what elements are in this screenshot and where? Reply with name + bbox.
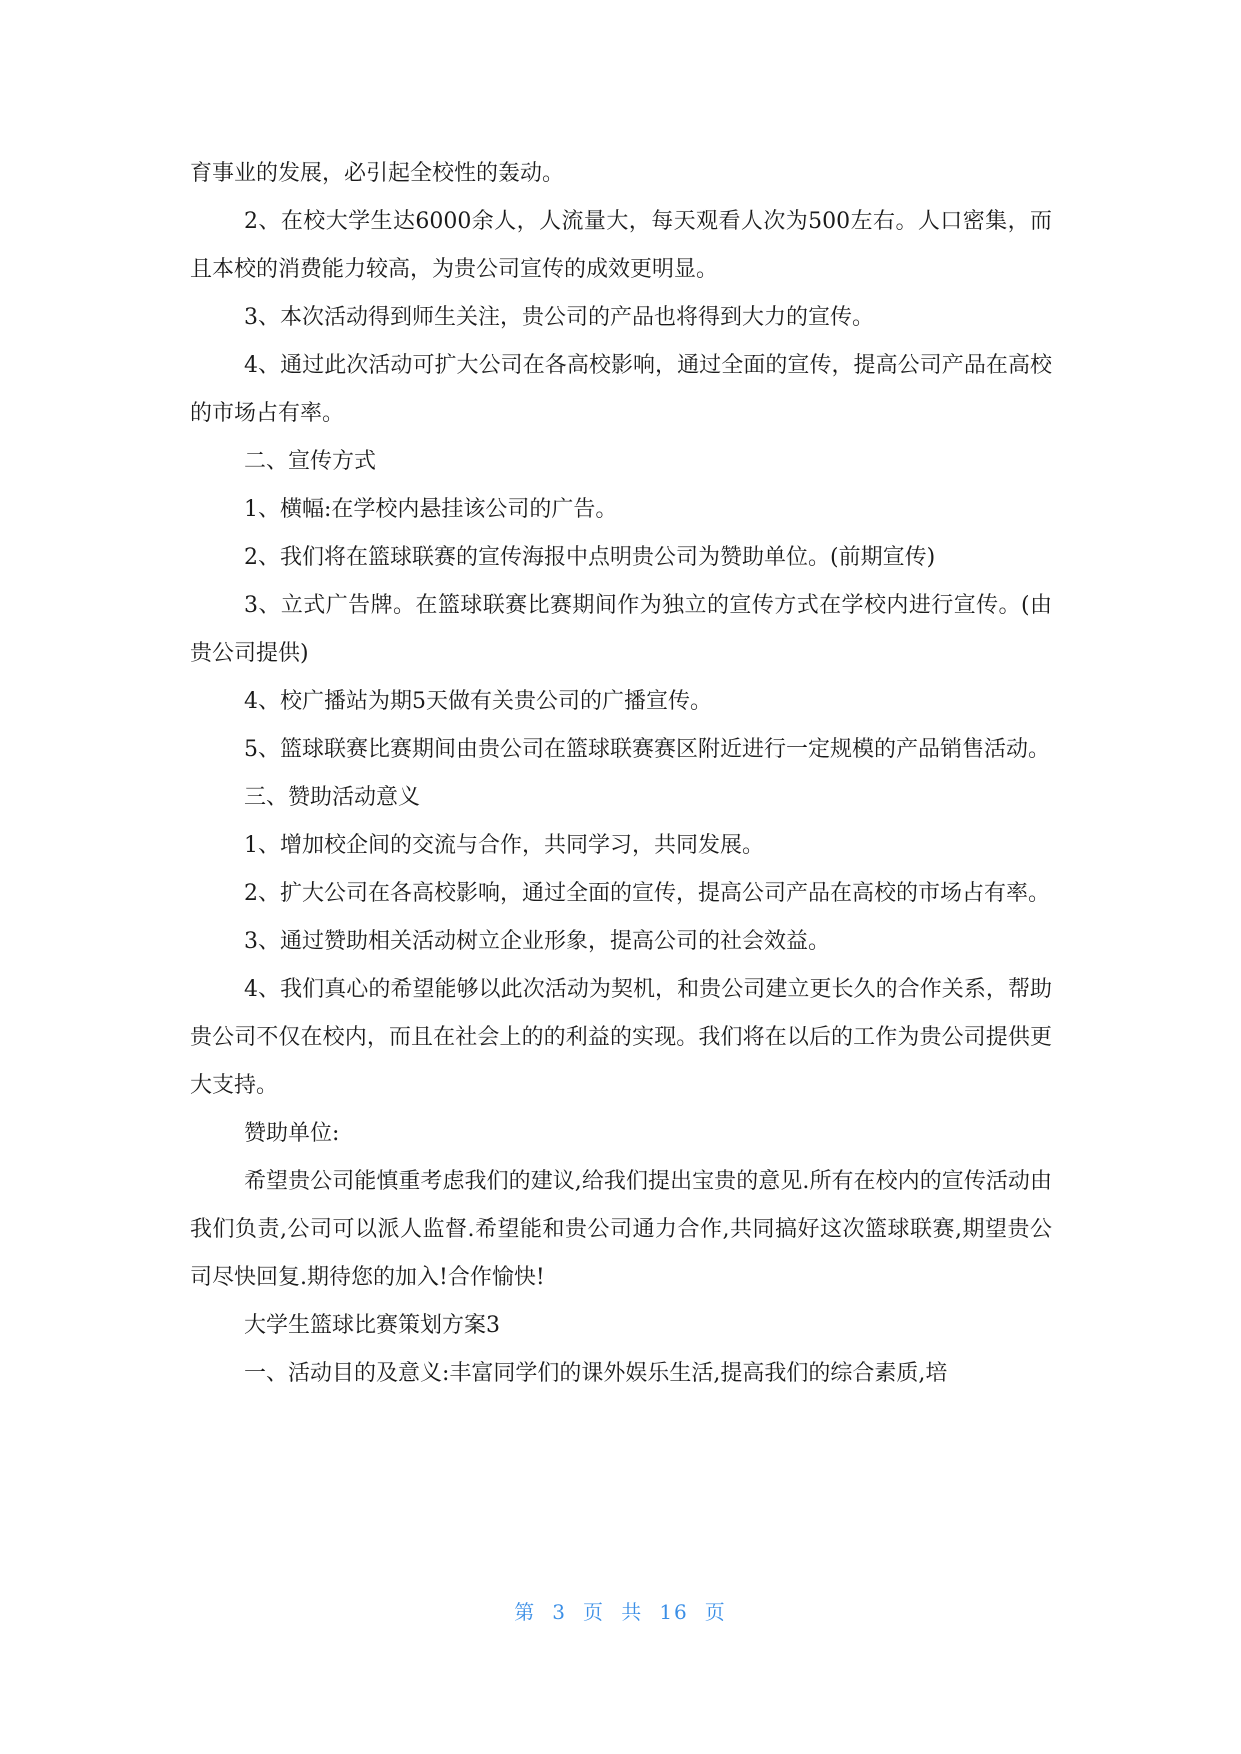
footer-suffix: 页 (704, 1600, 727, 1624)
paragraph: 2、在校大学生达6000余人，人流量大，每天观看人次为500左右。人口密集，而且本校的消费能力较高，为贵公司宣传的成效更明显。 (190, 209, 1052, 282)
document-title: 大学生篮球比赛策划方案3 (244, 1313, 500, 1338)
paragraph: 2、扩大公司在各高校影响，通过全面的宣传，提高公司产品在高校的市场占有率。 (244, 881, 1050, 906)
footer-prefix: 第 (514, 1600, 537, 1624)
paragraph: 3、立式广告牌。在篮球联赛比赛期间作为独立的宣传方式在学校内进行宣传。(由贵公司提供) (190, 593, 1052, 666)
paragraph: 4、通过此次活动可扩大公司在各高校影响，通过全面的宣传，提高公司产品在高校的市场占有率。 (190, 353, 1052, 426)
footer-middle: 页 共 (582, 1600, 644, 1624)
paragraph: 2、我们将在篮球联赛的宣传海报中点明贵公司为赞助单位。(前期宣传) (244, 545, 936, 570)
section-heading: 二、宣传方式 (244, 449, 377, 474)
paragraph: 一、活动目的及意义:丰富同学们的课外娱乐生活,提高我们的综合素质,培 (244, 1361, 948, 1386)
paragraph: 1、横幅:在学校内悬挂该公司的广告。 (244, 497, 618, 522)
paragraph: 1、增加校企间的交流与合作，共同学习，共同发展。 (244, 833, 764, 858)
sponsor-label: 赞助单位: (244, 1121, 340, 1146)
current-page-number: 3 (552, 1600, 567, 1624)
paragraph: 4、我们真心的希望能够以此次活动为契机，和贵公司建立更长久的合作关系，帮助贵公司不仅在校内，而且在社会上的的利益的实现。我们将在以后的工作为贵公司提供更大支持。 (190, 977, 1052, 1098)
paragraph: 3、本次活动得到师生关注，贵公司的产品也将得到大力的宣传。 (244, 305, 874, 330)
total-page-number: 16 (659, 1600, 689, 1624)
paragraph: 育事业的发展，必引起全校性的轰动。 (190, 161, 565, 186)
paragraph: 4、校广播站为期5天做有关贵公司的广播宣传。 (244, 689, 712, 714)
paragraph: 希望贵公司能慎重考虑我们的建议,给我们提出宝贵的意见.所有在校内的宣传活动由我们负责,公司可以派人监督.希望能和贵公司通力合作,共同搞好这次篮球联赛,期望贵公司尽快回复.期待您的加入!合作愉快! (190, 1169, 1052, 1290)
paragraph: 3、通过赞助相关活动树立企业形象，提高公司的社会效益。 (244, 929, 830, 954)
page-footer (0, 1596, 1241, 1625)
document-body (190, 150, 1052, 1398)
paragraph: 5、篮球联赛比赛期间由贵公司在篮球联赛赛区附近进行一定规模的产品销售活动。 (244, 737, 1050, 762)
section-heading: 三、赞助活动意义 (244, 785, 421, 810)
